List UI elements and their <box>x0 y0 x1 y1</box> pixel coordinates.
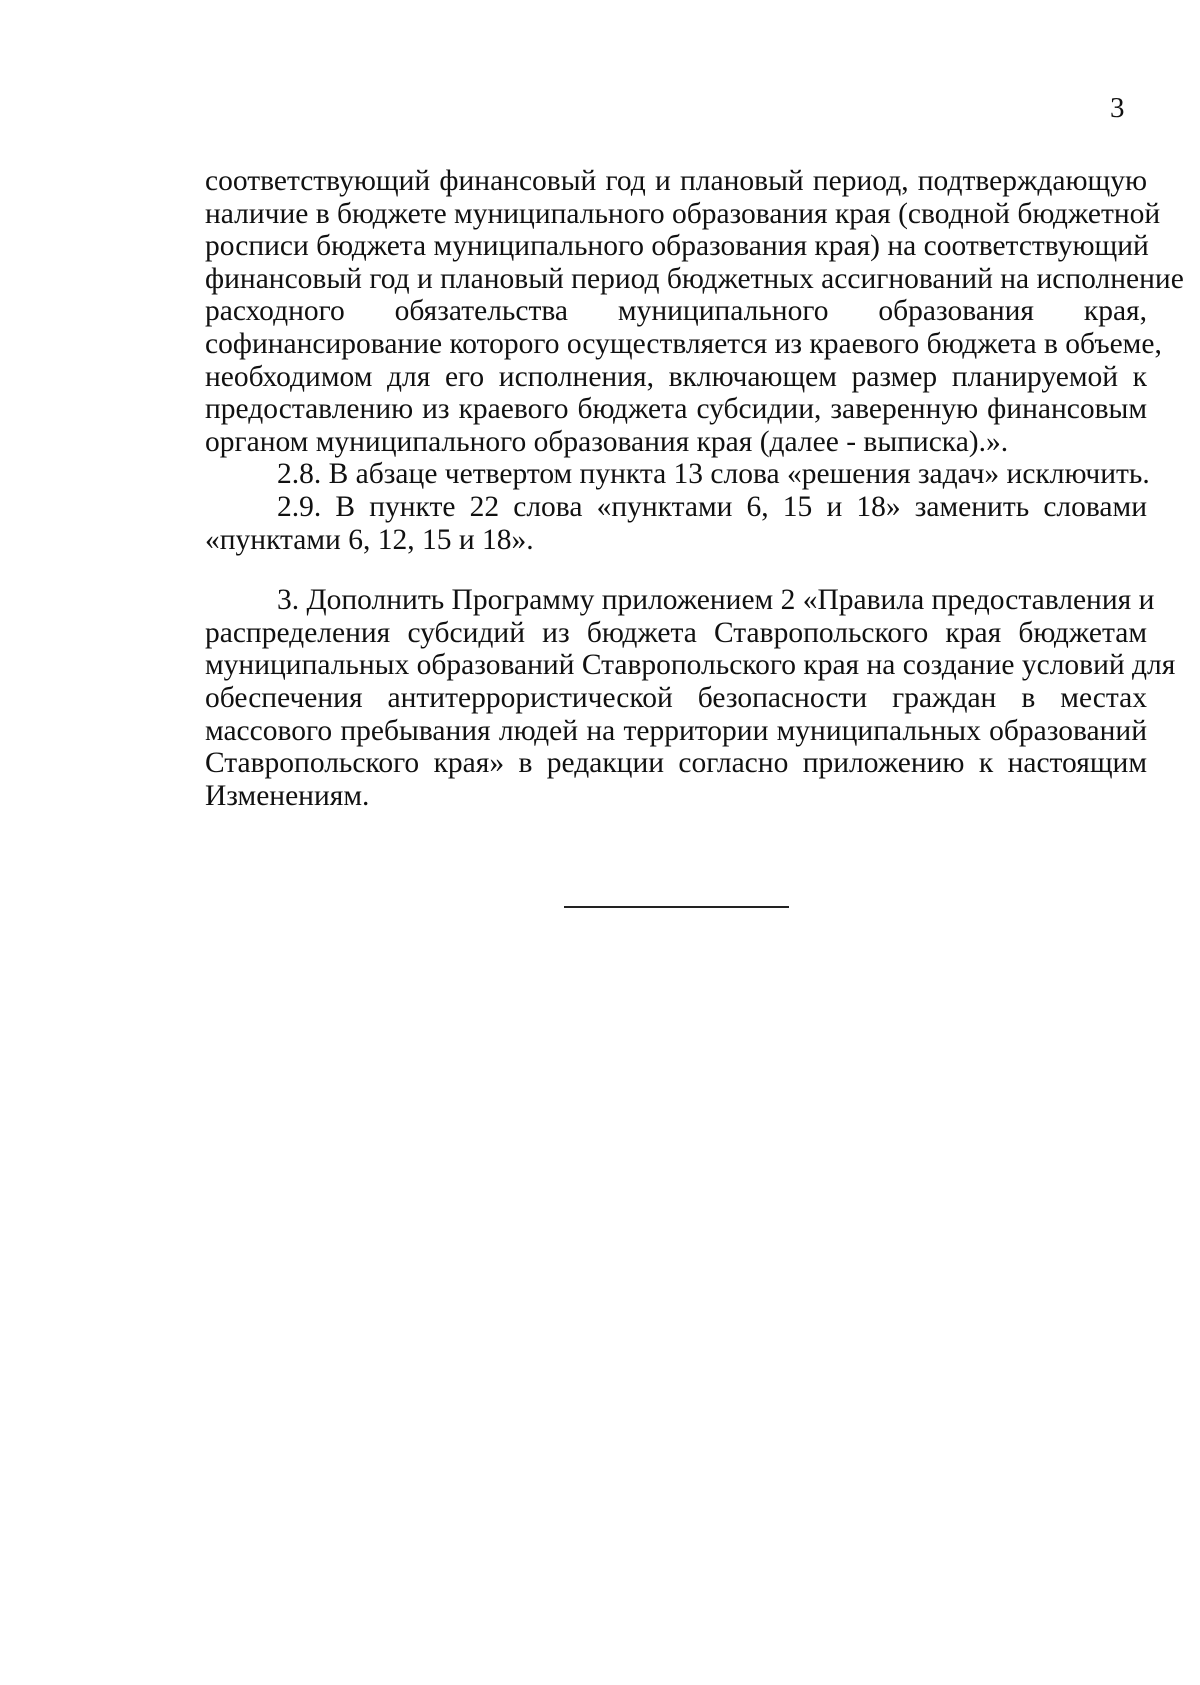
text-line: массового пребывания людей на территории муниципальных образований <box>205 714 1147 747</box>
text-line: распределения субсидий из бюджета Ставропольского края бюджетам <box>205 616 1147 649</box>
text-line: «пунктами 6, 12, 15 и 18». <box>205 523 534 556</box>
text-line: предоставлению из краевого бюджета субсидии, заверенную финансовым <box>205 393 1147 426</box>
text-line: софинансирование которого осуществляется из краевого бюджета в объеме, <box>205 327 1162 360</box>
text-line: 2.9. В пункте 22 слова «пунктами 6, 15 и 18» заменить словами <box>277 490 1147 523</box>
text-line: 3. Дополнить Программу приложением 2 «Правила предоставления и <box>277 584 1155 617</box>
text-line: обеспечения антитеррористической безопасности граждан в местах <box>205 681 1147 714</box>
page-number: 3 <box>1110 92 1125 124</box>
paragraph-gap <box>205 556 1147 584</box>
text-line: наличие в бюджете муниципального образования края (сводной бюджетной <box>205 197 1161 230</box>
text-line: расходного обязательства муниципального образования края, <box>205 295 1147 328</box>
text-line: росписи бюджета муниципального образования края) на соответствующий <box>205 230 1149 263</box>
text-line: Изменениям. <box>205 779 370 812</box>
document-body <box>205 165 1184 812</box>
text-line: необходимом для его исполнения, включающем размер планируемой к <box>205 360 1147 393</box>
text-line: 2.8. В абзаце четвертом пункта 13 слова «решения задач» исключить. <box>277 458 1150 491</box>
text-line: муниципальных образований Ставропольского края на создание условий для <box>205 649 1176 682</box>
separator-line <box>564 906 789 908</box>
text-line: соответствующий финансовый год и плановый период, подтверждающую <box>205 165 1147 197</box>
text-line: органом муниципального образования края (далее - выписка).». <box>205 425 1009 458</box>
text-line: Ставропольского края» в редакции согласно приложению к настоящим <box>205 747 1147 780</box>
text-line: финансовый год и плановый период бюджетных ассигнований на исполнение <box>205 262 1184 295</box>
